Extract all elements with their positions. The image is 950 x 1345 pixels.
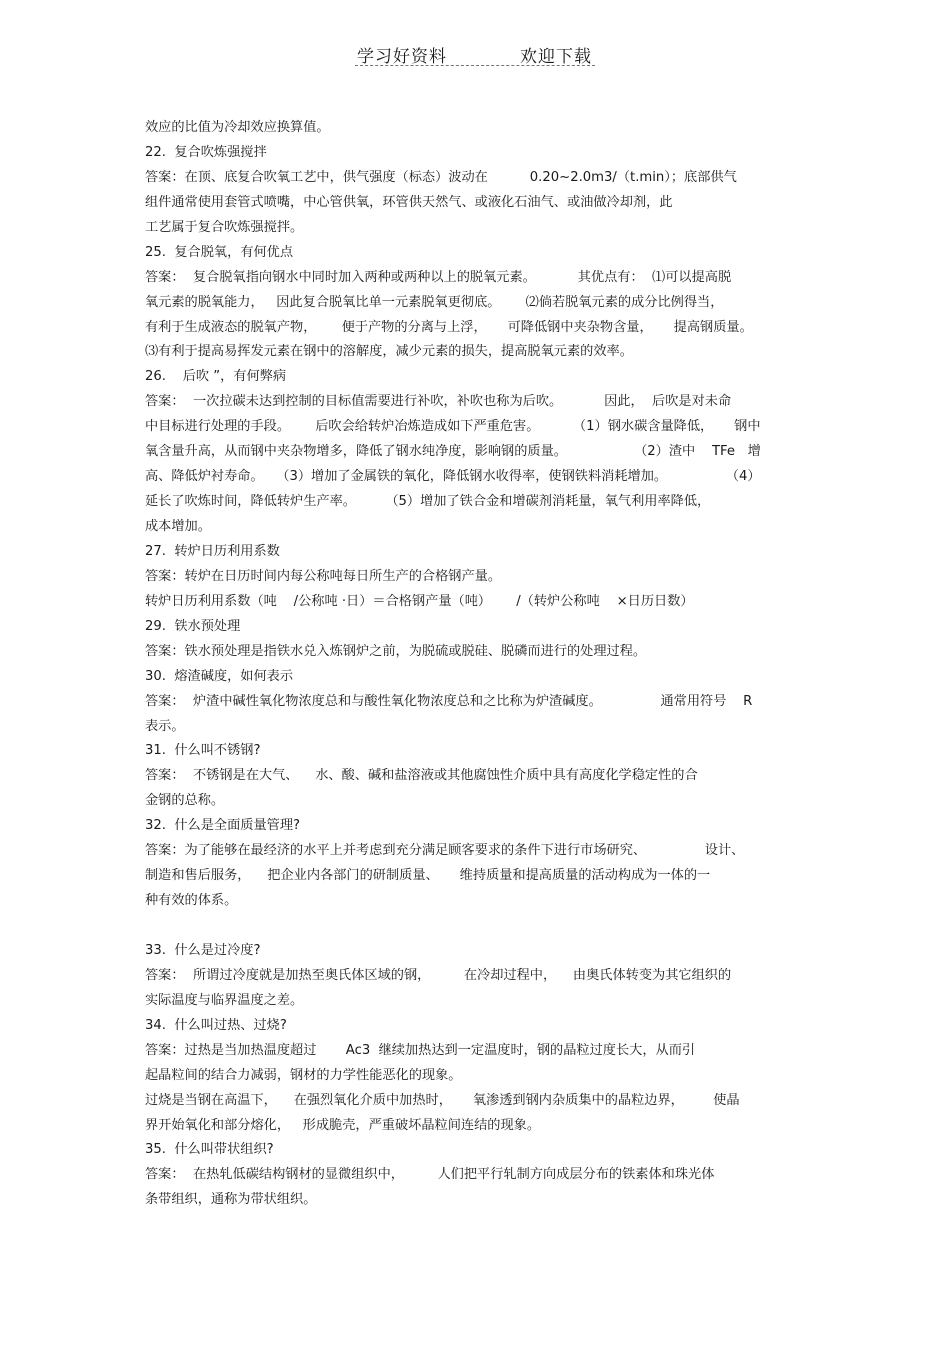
blank-line xyxy=(145,914,815,939)
page-header xyxy=(0,38,950,68)
text-line: 表示。 xyxy=(145,718,185,734)
text-line: 过烧是当钢在高温下， 在强烈氧化介质中加热时， 氧渗透到钢内杂质集中的晶粒边界， 使晶 xyxy=(145,1092,740,1108)
text-line: 界开始氧化和部分熔化， 形成脆壳，严重破坏晶粒间连结的现象。 xyxy=(145,1117,541,1133)
text-line: 效应的比值为冷却效应换算值。 xyxy=(145,120,330,135)
text-line: 转炉日历利用系数（吨 /公称吨 ·日）＝合格钢产量（吨） /（转炉公称吨 ×日历日数） xyxy=(145,593,694,609)
text-line: 中目标进行处理的手段。 后吹会给转炉冶炼造成如下严重危害。 （1）钢水碳含量降低， 钢中 xyxy=(145,419,761,435)
text-line: 条带组织，通称为带状组织。 xyxy=(145,1192,317,1208)
text-line: 22. 复合吹炼强搅拌 xyxy=(145,144,267,160)
text-line: 工艺属于复合吹炼强搅拌。 xyxy=(145,219,304,235)
header-dashed-rule xyxy=(355,65,595,66)
text-line: 延长了吹炼时间，降低转炉生产率。 （5）增加了铁合金和增碳剂消耗量，氧气利用率降低， xyxy=(145,494,711,510)
header-title-left: 学习好资料 xyxy=(357,47,447,67)
text-line: 答案：铁水预处理是指铁水兑入炼钢炉之前，为脱硫或脱硅、脱磷而进行的处理过程。 xyxy=(145,643,647,659)
text-line: 答案：为了能够在最经济的水平上并考虑到充分满足顾客要求的条件下进行市场研究、 设计、 xyxy=(145,843,745,859)
text-line: 组件通常使用套管式喷嘴，中心管供氧，环管供天然气、或液化石油气、或油做冷却剂，此 xyxy=(145,194,673,210)
text-line: 33. 什么是过冷度? xyxy=(145,942,261,958)
document-body xyxy=(145,116,815,1213)
text-line: 25. 复合脱氧，有何优点 xyxy=(145,244,294,260)
text-line: 氧含量升高，从而钢中夹杂物增多，降低了钢水纯净度，影响钢的质量。 （2）渣中 TFe 增 xyxy=(145,444,761,460)
text-line: 27. 转炉日历利用系数 xyxy=(145,543,280,559)
text-line: 种有效的体系。 xyxy=(145,893,238,909)
text-line: 29. 铁水预处理 xyxy=(145,618,241,634)
text-line: 答案： 炉渣中碱性氧化物浓度总和与酸性氧化物浓度总和之比称为炉渣碱度。 通常用符号 R xyxy=(145,693,753,709)
text-line: 答案： 一次拉碳未达到控制的目标值需要进行补吹，补吹也称为后吹。 因此， 后吹是对未命 xyxy=(145,394,732,410)
text-line: 35. 什么叫带状组织? xyxy=(145,1142,274,1158)
text-line: 实际温度与临界温度之差。 xyxy=(145,992,304,1008)
text-line: 成本增加。 xyxy=(145,519,211,534)
text-line: 制造和售后服务， 把企业内各部门的研制质量、 维持质量和提高质量的活动构成为一体的一 xyxy=(145,868,711,884)
text-line: 26. 后吹 ”，有何弊病 xyxy=(145,369,287,385)
text-line: 30. 熔渣碱度，如何表示 xyxy=(145,668,294,684)
text-line: 34. 什么叫过热、过烧? xyxy=(145,1017,287,1033)
text-line: 有利于生成液态的脱氧产物， 便于产物的分离与上浮， 可降低钢中夹杂物含量， 提高钢质量。 xyxy=(145,319,753,335)
text-line: 32. 什么是全面质量管理? xyxy=(145,818,301,834)
text-line: 31. 什么叫不锈钢? xyxy=(145,743,261,759)
text-line: 高、降低炉衬寿命。 （3）增加了金属铁的氧化，降低钢水收得率，使钢铁料消耗增加。 （4） xyxy=(145,469,761,485)
text-line: 答案： 不锈钢是在大气、 水、酸、碱和盐溶液或其他腐蚀性介质中具有高度化学稳定性的合 xyxy=(145,768,698,784)
text-line: 金钢的总称。 xyxy=(145,793,225,809)
text-line: 答案： 在热轧低碳结构钢材的显微组织中， 人们把平行轧制方向成层分布的铁素体和珠光体 xyxy=(145,1167,715,1183)
text-line: 答案： 所谓过冷度就是加热至奥氏体区域的钢， 在冷却过程中， 由奥氏体转变为其它组织的 xyxy=(145,967,732,983)
text-line: 答案：在顶、底复合吹氧工艺中，供气强度（标态）波动在 0.20~2.0m3/（t.min）；底部供气 xyxy=(145,169,737,185)
text-line: 答案： 复合脱氧指向钢水中同时加入两种或两种以上的脱氧元素。 其优点有： ⑴可以提高脱 xyxy=(145,269,732,285)
text-line: ⑶有利于提高易挥发元素在钢中的溶解度，减少元素的损失，提高脱氧元素的效率。 xyxy=(145,344,633,360)
header-title-right: 欢迎下载 xyxy=(520,47,592,67)
text-line: 氧元素的脱氧能力， 因此复合脱氧比单一元素脱氧更彻底。 ⑵倘若脱氧元素的成分比例得当， xyxy=(145,294,724,310)
text-line: 答案：过热是当加热温度超过 Ac3 继续加热达到一定温度时，钢的晶粒过度长大，从而引 xyxy=(145,1042,696,1058)
text-line: 答案：转炉在日历时间内每公称吨每日所生产的合格钢产量。 xyxy=(145,568,502,584)
text-line: 起晶粒间的结合力减弱，钢材的力学性能恶化的现象。 xyxy=(145,1067,462,1083)
